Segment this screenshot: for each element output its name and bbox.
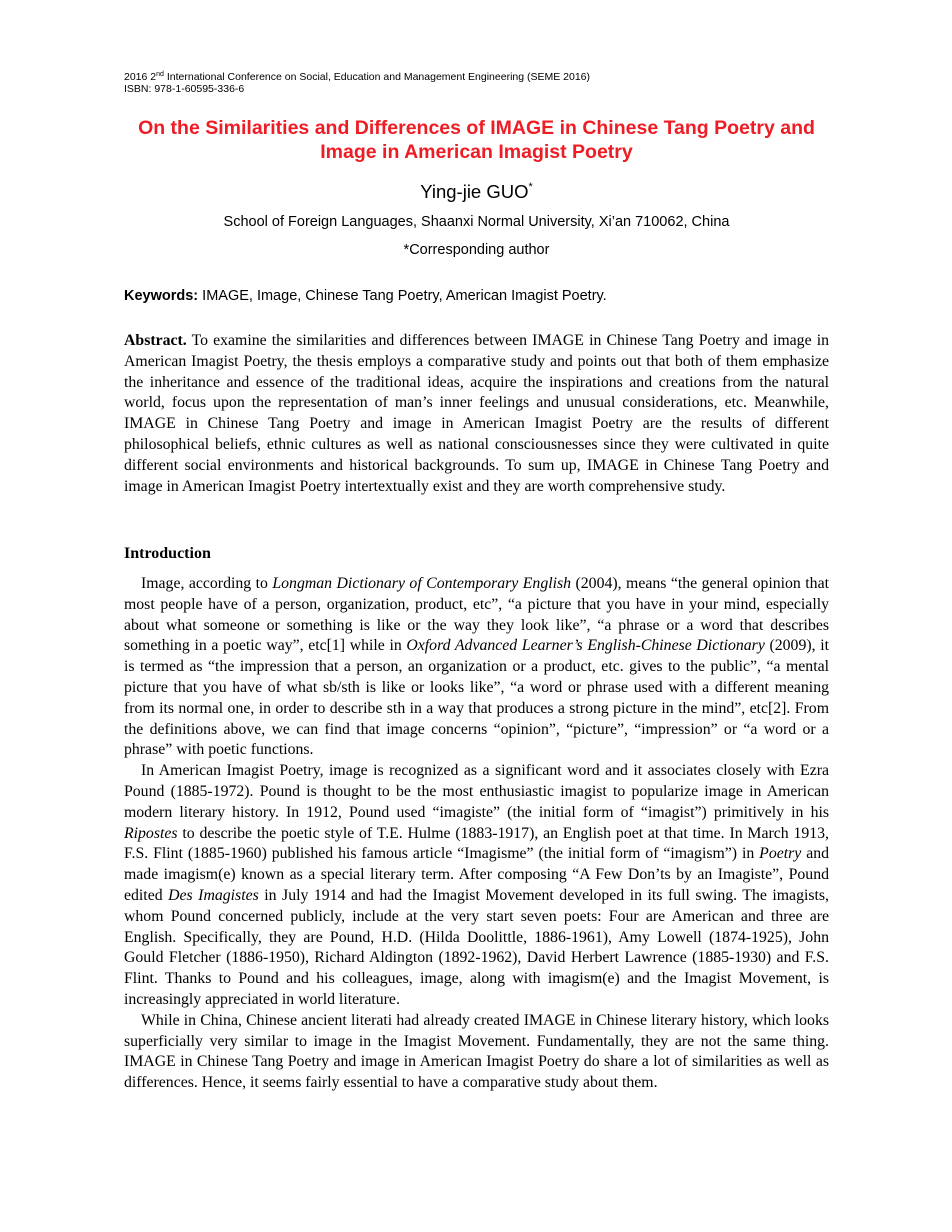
p1-text-a: Image, according to (141, 575, 273, 592)
paper-title: On the Similarities and Differences of IMAGE in Chinese Tang Poetry and Image in American Imagist Poetry (138, 117, 815, 163)
abstract-label: Abstract. (124, 332, 187, 349)
author-mark: * (528, 181, 533, 193)
introduction-body (124, 574, 829, 1094)
p2-title-poetry: Poetry (759, 845, 802, 863)
p2-text-e: and made imagism(e) known as a special literary term. After composing “A Few Don’ts by an Imagiste”, Pound edited (124, 845, 829, 904)
conference-year: 2016 2 (124, 71, 157, 83)
p2-title-des-imagistes: Des Imagistes (168, 886, 259, 904)
keywords (124, 286, 829, 306)
abstract (124, 331, 829, 497)
isbn-line: ISBN: 978-1-60595-336-6 (124, 83, 245, 95)
section-heading-introduction: Introduction (124, 545, 211, 562)
p2-text-a: In American Imagist Poetry, image is recognized as a significant word and it associates closely with Ezra Pound (1885-1972). Pound is thought to be the most enthusiastic imagist to popularize image in American modern literary history. In 1912, Pound used “imagiste” (the initial form of “imagist”) primitively in his (124, 762, 829, 821)
ordinal-suffix: nd (156, 71, 164, 78)
p1-text-c: (2004), means “the general opinion that most people have of a person, organization, product, etc”, “a picture that you have in your mind, especially about what someone or something is like or the way they look like”, “a phrase or a word that describes something in a poetic way”, etc[1] while in (124, 575, 829, 655)
keywords-text: IMAGE, Image, Chinese Tang Poetry, American Imagist Poetry. (198, 288, 607, 304)
p1-title-longman: Longman Dictionary of Contemporary English (272, 575, 572, 592)
intro-paragraph-3: While in China, Chinese ancient literati had already created IMAGE in Chinese literary history, which looks superficially very similar to image in the Imagist Movement. Fundamentally, they are not the same thing. IMAGE in Chinese Tang Poetry and image in American Imagist Poetry do share a lot of similarities as well as differences. Hence, it seems fairly essential to have a comparative study about them. (124, 1011, 829, 1092)
affiliation: School of Foreign Languages, Shaanxi Normal University, Xi’an 710062, China (223, 214, 730, 230)
p1-text-e: (2009), it is termed as “the impression that a person, an organization or a product, etc. gives to the public”, “a mental picture that you have of what sb/sth is like or looks like”, “a word or phrase used with a different meaning from its normal one, in order to describe sth in a way that produces a strong picture in the mind”, etc[2]. From the definitions above, we can find that image concerns “opinion”, “picture”, “impression” or “a word or a phrase” with poetic functions. (124, 637, 829, 759)
conference-name: International Conference on Social, Education and Management Engineering (SEME 2016) (163, 71, 591, 83)
abstract-text: To examine the similarities and differences between IMAGE in Chinese Tang Poetry and image in American Imagist Poetry, the thesis employs a comparative study and points out that both of them emphasize the inheritance and essence of the traditional ideas, acquire the inspirations and creations from the natural world, focus upon the representation of man’s inner feelings and unusual considerations, etc. Meanwhile, IMAGE in Chinese Tang Poetry and image in American Imagist Poetry are the results of different philosophical beliefs, ethnic cultures as well as national consciousnesses since they were cultivated in quite different social environments and historical backgrounds. To sum up, IMAGE in Chinese Tang Poetry and image in American Imagist Poetry intertextually exist and they are worth comprehensive study. (124, 332, 829, 495)
p2-title-ripostes: Ripostes (124, 824, 178, 842)
corresponding-author-note: *Corresponding author (403, 242, 550, 258)
keywords-label: Keywords: (124, 288, 199, 304)
author-name: Ying-jie GUO (420, 181, 529, 202)
p1-title-oxford: Oxford Advanced Learner’s English-Chinese Dictionary (406, 637, 765, 655)
intro-paragraph-2 (124, 761, 829, 1011)
p2-text-g: in July 1914 and had the Imagist Movement developed in its full swing. The imagists, whom Pound concerned publicly, include at the very start seven poets: Four are American and three are English. Specifically, they are Pound, H.D. (Hilda Doolittle, 1886-1961), Amy Lowell (1874-1925), John Gould Fletcher (1886-1950), Richard Aldington (1892-1962), David Herbert Lawrence (1885-1930) and F.S. Flint. Thanks to Pound and his colleagues, image, along with imagism(e) and the Imagist Movement, is increasingly appreciated in world literature. (124, 886, 829, 1008)
intro-paragraph-1 (124, 574, 829, 761)
author-line (124, 180, 829, 204)
p2-text-c: to describe the poetic style of T.E. Hulme (1883-1917), an English poet at that time. In March 1913, F.S. Flint (1885-1960) published his famous article “Imagisme” (the initial form of “imagism”) in (124, 824, 829, 863)
conference-header (124, 71, 590, 83)
